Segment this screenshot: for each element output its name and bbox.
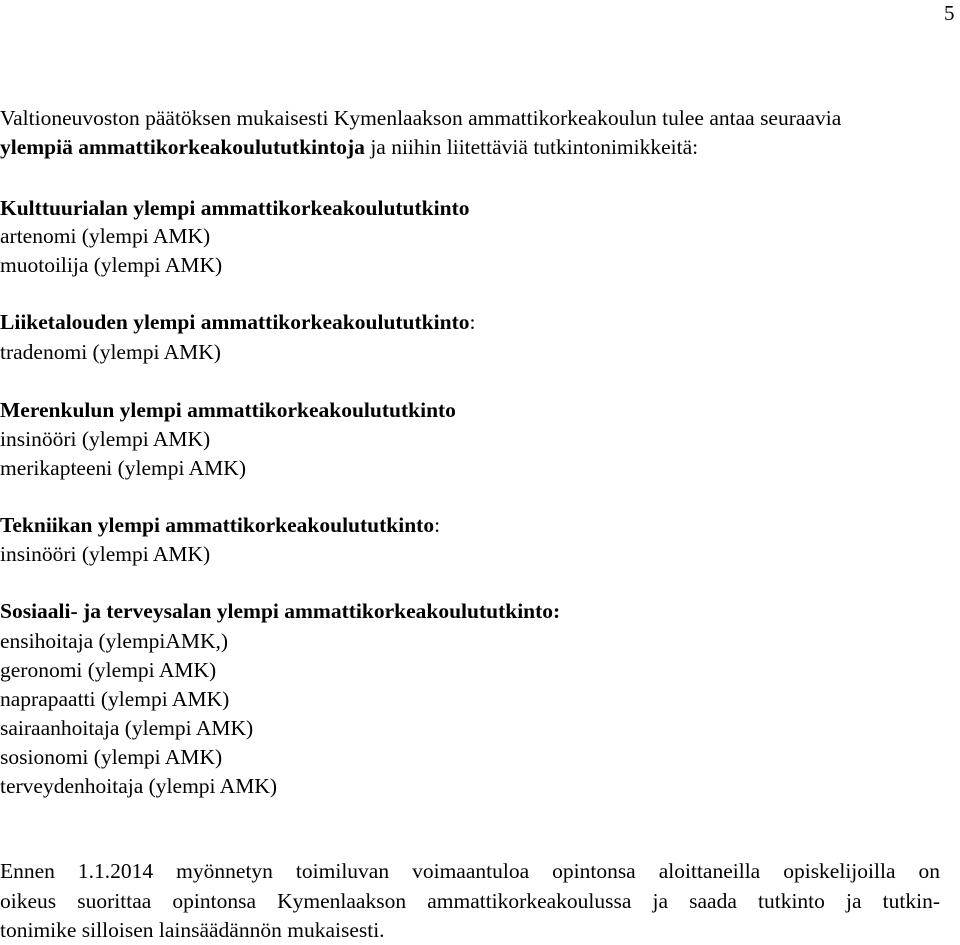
intro-line-2-rest: ja niihin liitettäviä tutkintonimikkeitä: [364, 135, 699, 159]
page-number: 5 [944, 1, 955, 25]
degree-title: naprapaatti (ylempi AMK) [0, 687, 230, 711]
section-heading-text: Liiketalouden ylempi ammattikorkeakoulututkinto [0, 310, 470, 334]
closing-line-2: oikeus suorittaa opintonsa Kymenlaakson ammattikorkeakoulussa ja saada tutkinto ja tutkin- [0, 889, 940, 913]
section-heading-kulttuuriala: Kulttuurialan ylempi ammattikorkeakoulututkinto [0, 196, 470, 220]
degree-title: merikapteeni (ylempi AMK) [0, 456, 246, 480]
degree-title: tradenomi (ylempi AMK) [0, 340, 221, 364]
degree-title: geronomi (ylempi AMK) [0, 658, 217, 682]
degree-title: insinööri (ylempi AMK) [0, 427, 211, 451]
degree-title: insinööri (ylempi AMK) [0, 542, 211, 566]
degree-title: sosionomi (ylempi AMK) [0, 745, 223, 769]
section-heading-tekniikka [0, 512, 440, 538]
degree-title: sairaanhoitaja (ylempi AMK) [0, 716, 254, 740]
degree-title: artenomi (ylempi AMK) [0, 224, 211, 248]
degree-title: muotoilija (ylempi AMK) [0, 253, 223, 277]
closing-line-3: tonimike silloisen lainsäädännön mukaisesti. [0, 918, 385, 942]
section-heading-suffix: : [434, 513, 441, 537]
section-heading-sosiaali-terveysala: Sosiaali- ja terveysalan ylempi ammattikorkeakoulututkinto: [0, 599, 561, 623]
section-heading-liiketalous [0, 309, 475, 335]
degree-title: ensihoitaja (ylempiAMK,) [0, 629, 229, 653]
intro-line-1: Valtioneuvoston päätöksen mukaisesti Kymenlaakson ammattikorkeakoulun tulee antaa seuraavia [0, 106, 842, 130]
section-heading-merenkulku: Merenkulun ylempi ammattikorkeakoulututkinto [0, 398, 456, 422]
intro-line-2 [0, 134, 698, 160]
section-heading-text: Tekniikan ylempi ammattikorkeakoulututkinto [0, 513, 435, 537]
degree-title: terveydenhoitaja (ylempi AMK) [0, 774, 278, 798]
intro-bold-phrase: ylempiä ammattikorkeakoulututkintoja [0, 135, 365, 159]
section-heading-suffix: : [469, 310, 476, 334]
closing-line-1: Ennen 1.1.2014 myönnetyn toimiluvan voimaantuloa opintonsa aloittaneilla opiskelijoilla on [0, 859, 940, 883]
